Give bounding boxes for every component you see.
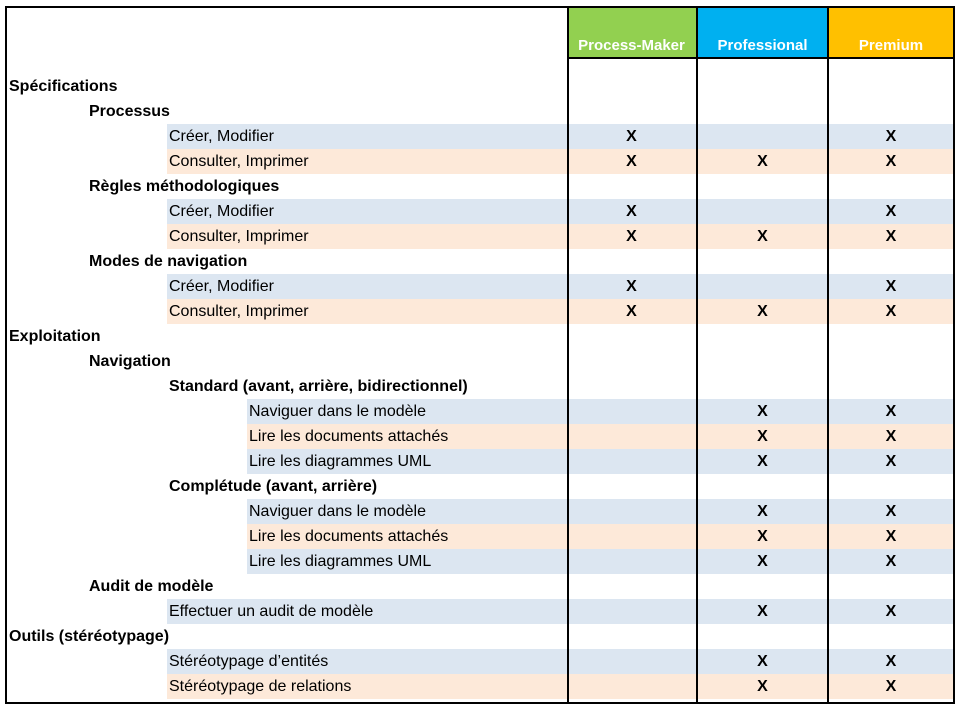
table-row [7, 349, 953, 374]
availability-mark: X [885, 228, 897, 245]
table-row [7, 674, 953, 699]
row-label: Complétude (avant, arrière) [169, 478, 378, 495]
availability-mark: X [757, 503, 768, 520]
row-label: Naviguer dans le modèle [249, 403, 426, 420]
availability-mark: X [757, 553, 768, 570]
availability-mark [698, 174, 827, 199]
availability-mark [698, 249, 827, 274]
row-label: Navigation [89, 353, 171, 370]
availability-mark: X [885, 428, 897, 445]
availability-mark: X [757, 678, 768, 695]
column-divider [567, 8, 569, 702]
availability-mark [567, 399, 696, 424]
availability-mark [567, 524, 696, 549]
availability-mark [698, 574, 827, 599]
table-row [7, 599, 953, 624]
availability-mark [698, 274, 827, 299]
availability-mark [829, 74, 953, 99]
column-divider [827, 8, 829, 702]
row-label: Exploitation [9, 328, 101, 345]
table-row [7, 524, 953, 549]
availability-mark [829, 349, 953, 374]
table-row [7, 324, 953, 349]
row-label: Créer, Modifier [169, 128, 274, 145]
availability-mark: X [757, 303, 768, 320]
availability-mark: X [757, 403, 768, 420]
column-divider [696, 8, 698, 702]
availability-mark: X [885, 278, 897, 295]
availability-mark [567, 624, 696, 649]
availability-mark: X [757, 428, 768, 445]
row-label: Lire les documents attachés [249, 528, 449, 545]
availability-mark [698, 324, 827, 349]
availability-mark [698, 199, 827, 224]
availability-mark [829, 249, 953, 274]
row-label: Modes de navigation [89, 253, 248, 270]
availability-mark [567, 249, 696, 274]
table-row [7, 199, 953, 224]
row-label: Lire les diagrammes UML [249, 553, 432, 570]
row-label: Consulter, Imprimer [169, 228, 309, 245]
availability-mark: X [626, 203, 637, 220]
availability-mark: X [885, 128, 897, 145]
row-label: Lire les diagrammes UML [249, 453, 432, 470]
table-row [7, 649, 953, 674]
row-label: Créer, Modifier [169, 203, 274, 220]
availability-mark: X [885, 203, 897, 220]
availability-mark: X [885, 653, 897, 670]
availability-mark: X [885, 528, 897, 545]
row-label: Consulter, Imprimer [169, 153, 309, 170]
availability-mark [698, 124, 827, 149]
availability-mark: X [757, 653, 768, 670]
availability-mark [567, 374, 696, 399]
row-label: Créer, Modifier [169, 278, 274, 295]
availability-mark: X [885, 553, 897, 570]
availability-mark [698, 349, 827, 374]
table-row [7, 74, 953, 99]
availability-mark [567, 649, 696, 674]
availability-mark [829, 174, 953, 199]
availability-mark: X [757, 603, 768, 620]
availability-mark [567, 74, 696, 99]
availability-mark [567, 324, 696, 349]
table-row [7, 399, 953, 424]
availability-mark [567, 449, 696, 474]
availability-mark [567, 499, 696, 524]
availability-mark: X [626, 128, 637, 145]
row-label: Spécifications [9, 78, 118, 95]
availability-mark: X [885, 678, 897, 695]
availability-mark: X [885, 453, 897, 470]
availability-mark: X [885, 403, 897, 420]
table-row [7, 124, 953, 149]
table-row [7, 249, 953, 274]
availability-mark [829, 574, 953, 599]
row-label: Audit de modèle [89, 578, 214, 595]
column-header-professional [698, 8, 827, 59]
row-label: Stéréotypage d’entités [169, 653, 329, 670]
column-header-label: Premium [858, 37, 924, 54]
availability-mark [698, 374, 827, 399]
row-label: Naviguer dans le modèle [249, 503, 426, 520]
table-row [7, 299, 953, 324]
availability-mark [698, 474, 827, 499]
row-label: Lire les documents attachés [249, 428, 449, 445]
availability-mark: X [626, 228, 637, 245]
availability-mark [567, 99, 696, 124]
table-row [7, 624, 953, 649]
table-row [7, 574, 953, 599]
row-label: Consulter, Imprimer [169, 303, 309, 320]
table-row [7, 149, 953, 174]
table-row [7, 449, 953, 474]
availability-mark [698, 99, 827, 124]
availability-mark [829, 374, 953, 399]
availability-mark: X [885, 503, 897, 520]
row-label: Stéréotypage de relations [169, 678, 352, 695]
column-header-premium [829, 8, 953, 59]
availability-mark [829, 99, 953, 124]
availability-mark [829, 324, 953, 349]
availability-mark: X [757, 228, 768, 245]
availability-mark [567, 549, 696, 574]
column-header-process-maker [567, 8, 696, 59]
column-header-label: Process-Maker [578, 37, 685, 54]
availability-mark [567, 349, 696, 374]
availability-mark: X [626, 153, 637, 170]
availability-mark [567, 574, 696, 599]
availability-mark: X [885, 153, 897, 170]
availability-mark [829, 624, 953, 649]
row-label: Standard (avant, arrière, bidirectionnel) [169, 378, 468, 395]
availability-mark [567, 599, 696, 624]
table-row [7, 474, 953, 499]
row-label: Effectuer un audit de modèle [169, 603, 374, 620]
table-row [7, 99, 953, 124]
availability-mark: X [626, 303, 637, 320]
table-row [7, 174, 953, 199]
table-row [7, 499, 953, 524]
availability-mark: X [885, 603, 897, 620]
table-row [7, 374, 953, 399]
table-row [7, 549, 953, 574]
availability-mark: X [757, 453, 768, 470]
table-row [7, 274, 953, 299]
header-blank-cell [7, 8, 567, 59]
row-label: Règles méthodologiques [89, 178, 280, 195]
availability-mark: X [626, 278, 637, 295]
availability-mark [829, 474, 953, 499]
availability-mark [567, 174, 696, 199]
availability-mark [567, 674, 696, 699]
availability-mark [698, 624, 827, 649]
availability-mark: X [885, 303, 897, 320]
availability-mark [698, 74, 827, 99]
availability-mark [567, 424, 696, 449]
row-label: Outils (stéréotypage) [9, 628, 170, 645]
table-row [7, 224, 953, 249]
column-header-label: Professional [717, 37, 808, 54]
availability-mark: X [757, 153, 768, 170]
table-row [7, 424, 953, 449]
row-label: Processus [89, 103, 170, 120]
comparison-table [5, 6, 955, 704]
availability-mark [567, 474, 696, 499]
availability-mark: X [757, 528, 768, 545]
